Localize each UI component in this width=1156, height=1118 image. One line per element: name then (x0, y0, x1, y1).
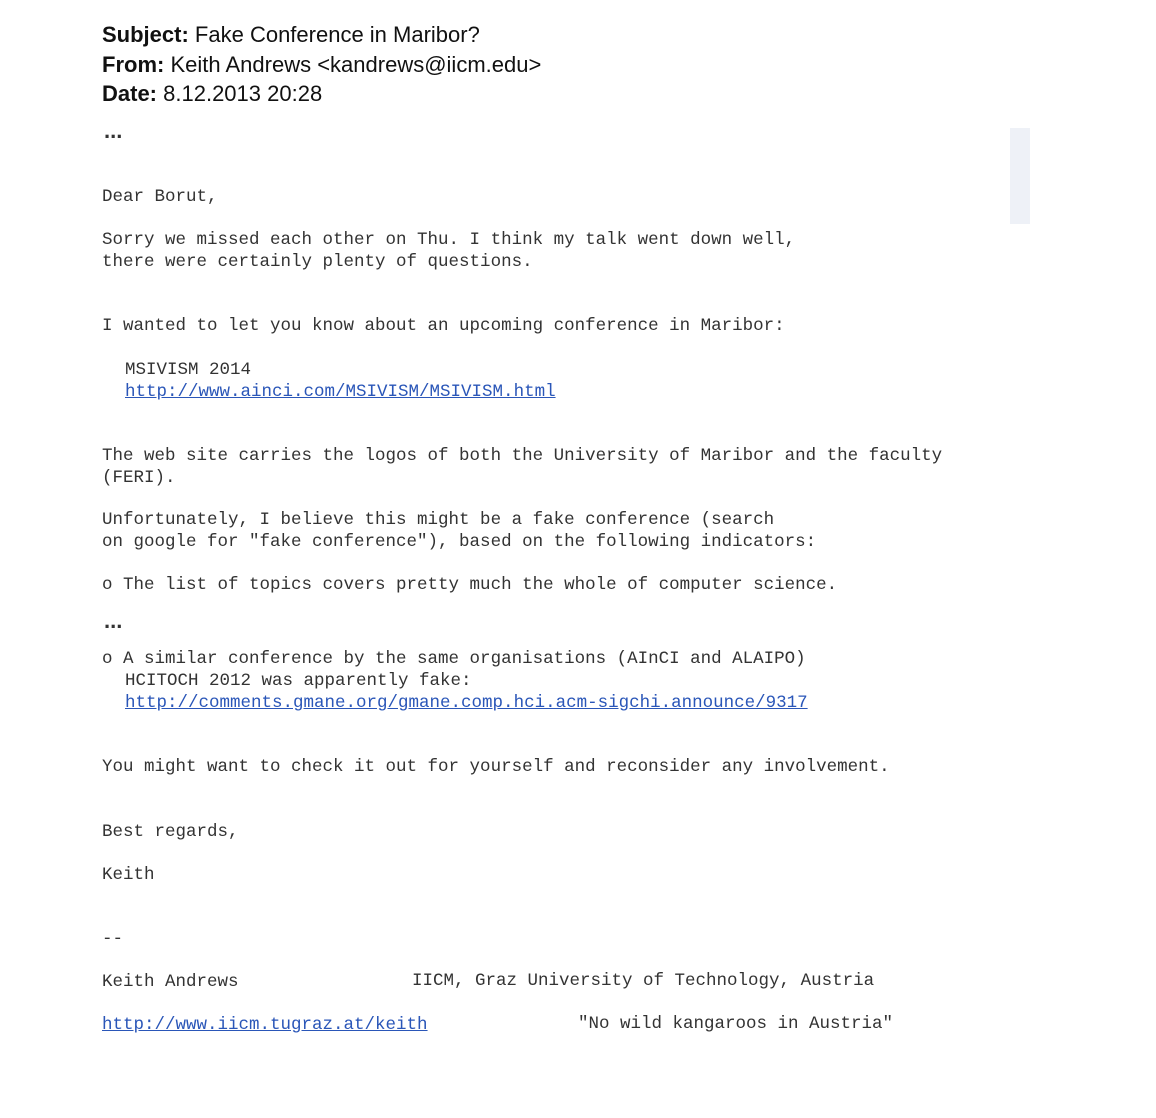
conference-url-link[interactable]: http://www.ainci.com/MSIVISM/MSIVISM.html (125, 382, 556, 402)
greeting: Dear Borut, (102, 187, 218, 207)
subject-line (102, 22, 480, 48)
paragraph-3-line-1: The web site carries the logos of both the University of Maribor and the faculty (102, 446, 943, 466)
scan-shade-right (1010, 128, 1030, 224)
paragraph-4-line-1: Unfortunately, I believe this might be a fake conference (search (102, 510, 775, 530)
bullet-2-line-2: HCITOCH 2012 was apparently fake: (125, 671, 472, 691)
closing: Best regards, (102, 822, 239, 842)
from-line (102, 52, 541, 78)
signature-affiliation: IICM, Graz University of Technology, Austria (412, 971, 875, 991)
signature-quote: "No wild kangaroos in Austria" (578, 1014, 894, 1034)
signature-separator: -- (102, 929, 124, 949)
subject-value: Fake Conference in Maribor? (194, 22, 480, 47)
signature-url-link[interactable]: http://www.iicm.tugraz.at/keith (102, 1015, 428, 1035)
from-value: Keith Andrews <kandrews@iicm.edu> (170, 52, 542, 77)
gmane-url-link[interactable]: http://comments.gmane.org/gmane.comp.hci.acm-sigchi.announce/9317 (125, 693, 808, 713)
conference-name: MSIVISM 2014 (125, 360, 252, 380)
date-line (102, 81, 322, 107)
signature-name: Keith Andrews (102, 972, 239, 992)
paragraph-1-line-2: there were certainly plenty of questions. (102, 252, 533, 272)
paragraph-5: You might want to check it out for yourself and reconsider any involvement. (102, 757, 890, 777)
date-label: Date: (102, 81, 158, 106)
sender-name: Keith (102, 865, 155, 885)
bullet-2-line-1: o A similar conference by the same organisations (AInCI and ALAIPO) (102, 649, 806, 669)
ellipsis-middle: ... (104, 608, 123, 633)
paragraph-4-line-2: on google for "fake conference"), based on the following indicators: (102, 532, 817, 552)
date-value: 8.12.2013 20:28 (163, 81, 323, 106)
ellipsis-top: ... (104, 118, 123, 143)
bullet-1: o The list of topics covers pretty much the whole of computer science. (102, 575, 838, 595)
paragraph-3-line-2: (FERI). (102, 468, 176, 488)
from-label: From: (102, 52, 165, 77)
paragraph-2: I wanted to let you know about an upcoming conference in Maribor: (102, 316, 785, 336)
paragraph-1-line-1: Sorry we missed each other on Thu. I think my talk went down well, (102, 230, 796, 250)
subject-label: Subject: (102, 22, 189, 47)
